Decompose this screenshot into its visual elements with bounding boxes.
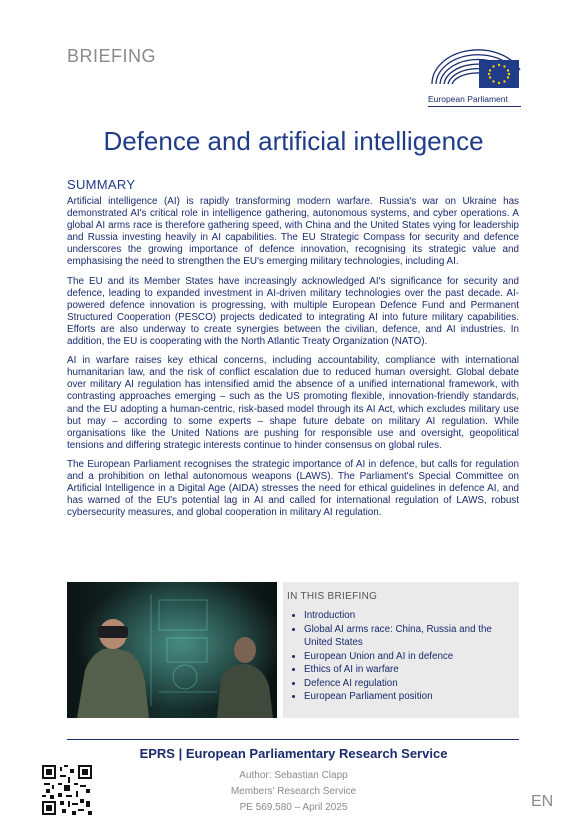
reference-line: PE 569.580 – April 2025 xyxy=(239,802,348,813)
qr-code-icon[interactable] xyxy=(42,765,92,815)
unit-line: Members' Research Service xyxy=(230,786,357,797)
summary-paragraph-2: The EU and its Member States have increasingly acknowledged AI's significance for security and defence, leading to expanded investment in AI-driven military technologies over the past decade. AI-powered defence innovation is progressing, with multiple European Defence Fund and Permanent Structured Cooperation (PESCO) projects dedicated to integrating AI into future military capabilities. Efforts are also underway to create synergies between the civilian, defence, and AI industries. In addition, the EU is cooperating with the North Atlantic Treaty Organization (NATO). xyxy=(67,275,519,348)
in-this-briefing-heading: IN THIS BRIEFING xyxy=(287,591,378,602)
document-title: Defence and artificial intelligence xyxy=(103,126,484,156)
contents-item[interactable]: • Ethics of AI in warfare xyxy=(304,663,511,677)
summary-paragraph-3: AI in warfare raises key ethical concerns, including accountability, compliance with international humanitarian law, and the risk of conflict escalation due to reduced human oversight. Global debate over military AI regulation has intensified amid the absence of a unified international framework, with contrasting approaches emerging – such as the US promoting flexible, innovation-friendly standards, and the EU adopting a human-centric, risk-based model through its AI Act, which excludes military use but may – according to some experts – shape future debate on military AI regulation. While organisations like the United Nations are pushing for responsible use and oversight, geopolitical tensions and differing strategic interests continue to hinder consensus on global rules. xyxy=(67,355,519,451)
summary-paragraph-1: Artificial intelligence (AI) is rapidly transforming modern warfare. Russia's war on Ukraine has demonstrated AI's critical role in intelligence gathering, autonomous systems, and cyber operations. A global AI arms race is therefore gathering speed, with China and the United States vying for leadership and Russia investing heavily in AI capabilities. The EU Strategic Compass for security and defence underscores the growing importance of defence innovation, recognising its strategic value and emphasising the need to strengthen the EU's emerging military technologies, including AI. xyxy=(67,196,519,268)
logo-label: European Parliament xyxy=(428,94,508,104)
contents-item[interactable]: • Introduction xyxy=(304,609,511,623)
author-line: Author: Sebastian Clapp xyxy=(239,770,348,781)
in-this-briefing-box xyxy=(283,582,519,718)
soldiers-vr-photo xyxy=(67,582,277,718)
contents-item[interactable]: • European Union and AI in defence xyxy=(304,650,511,664)
contents-item[interactable]: • Defence AI regulation xyxy=(304,677,511,691)
footer-divider xyxy=(67,739,519,740)
contents-item[interactable]: • Global AI arms race: China, Russia and the United States xyxy=(304,623,511,650)
briefing-contents-list xyxy=(283,609,519,704)
summary-paragraph-4: The European Parliament recognises the strategic importance of AI in defence, but calls for regulation and a prohibition on lethal autonomous weapons (LAWS). The Parliament's Special Committee on Artificial Intelligence in a Digital Age (AIDA) stresses the need for ethical guidelines in defence AI, and has warned of the EU's potential lag in AI and called for international regulation of LAWS, robust cybersecurity measures, and global cooperation in military AI regulation. xyxy=(67,458,519,519)
language-code: EN xyxy=(531,793,554,810)
eprs-service-title: EPRS | European Parliamentary Research Service xyxy=(139,746,448,761)
contents-item[interactable]: • European Parliament position xyxy=(304,690,511,704)
summary-body xyxy=(67,196,519,526)
logo-underline xyxy=(428,106,521,107)
summary-heading: SUMMARY xyxy=(67,177,136,192)
briefing-label: BRIEFING xyxy=(67,46,157,66)
